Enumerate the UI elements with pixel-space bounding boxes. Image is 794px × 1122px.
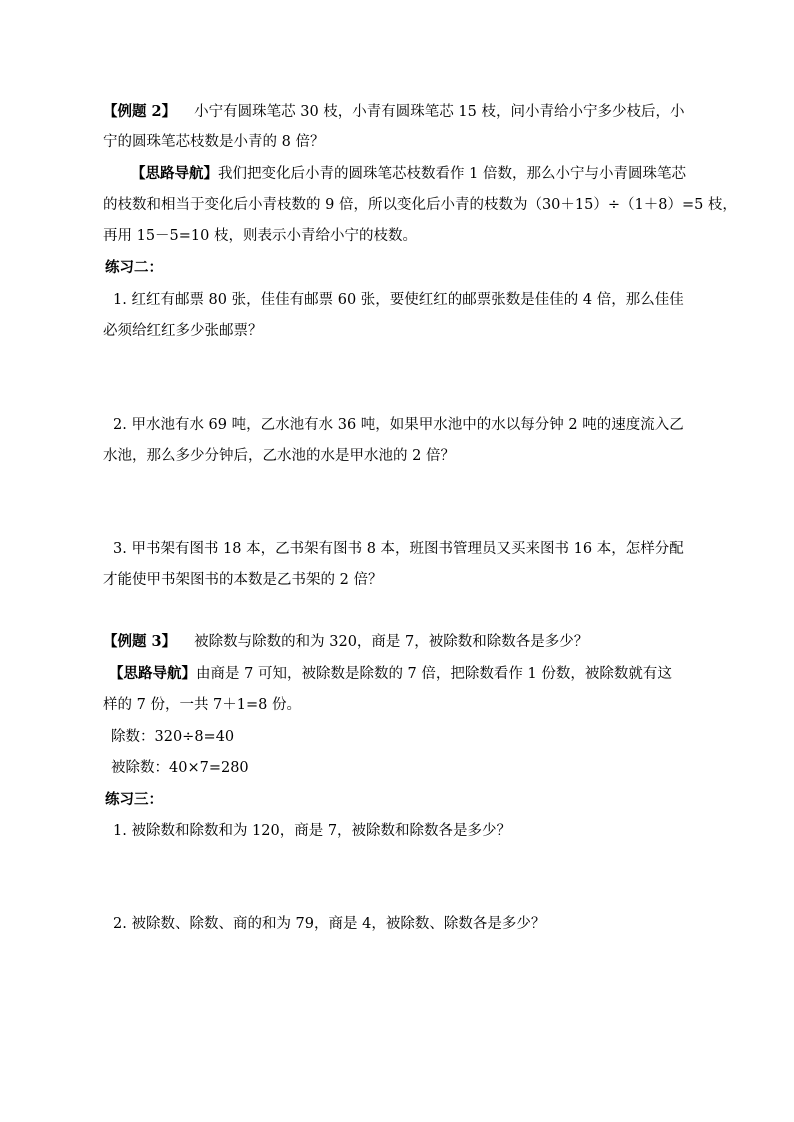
example3-hint-line2: 样的 7 份，一共 7＋1=8 份。: [103, 697, 301, 713]
practice3-title: 练习三：: [105, 791, 163, 808]
practice3-q1: 1. 被除数和除数和为 120，商是 7，被除数和除数各是多少？: [113, 823, 512, 839]
practice3-q2: 2. 被除数、除数、商的和为 79，商是 4，被除数、除数各是多少？: [113, 916, 546, 932]
example2-tag: 【例题 2】: [103, 103, 177, 120]
example2-question-line2: 宁的圆珠笔芯枝数是小青的 8 倍？: [103, 134, 325, 150]
practice2-q3-line2: 才能使甲书架图书的本数是乙书架的 2 倍？: [103, 572, 383, 588]
example3-hint-text1: 由商是 7 可知，被除数是除数的 7 倍，把除数看作 1 份数，被除数就有这: [196, 666, 672, 682]
example2-question-text1: 小宁有圆珠笔芯 30 枝，小青有圆珠笔芯 15 枝，问小青给小宁多少枝后，小: [194, 104, 685, 120]
example2-hint-line1: [131, 164, 686, 184]
example2-hint-line2: 的枝数和相当于变化后小青枝数的 9 倍，所以变化后小青的枝数为（30＋15）÷（1＋8）=5 枝，: [103, 197, 737, 213]
practice2-q2-line2: 水池，那么多少分钟后，乙水池的水是甲水池的 2 倍？: [103, 448, 455, 464]
example3-hint-line1: [109, 664, 672, 684]
example3-calc1: 除数：320÷8=40: [111, 729, 235, 745]
example3-question-line: [103, 632, 588, 652]
example3-calc2: 被除数：40×7=280: [111, 760, 249, 776]
practice2-q1-line1: 1. 红红有邮票 80 张，佳佳有邮票 60 张，要使红红的邮票张数是佳佳的 4 倍，那么佳佳: [113, 292, 684, 308]
example2-question-line1: [103, 102, 684, 122]
example3-hint-tag: 【思路导航】: [109, 665, 196, 682]
example2-hint-tag: 【思路导航】: [131, 165, 218, 182]
example3-tag: 【例题 3】: [103, 633, 177, 650]
practice2-q3-line1: 3. 甲书架有图书 18 本，乙书架有图书 8 本，班图书管理员又买来图书 16 本，怎样分配: [113, 541, 684, 557]
practice2-q2-line1: 2. 甲水池有水 69 吨，乙水池有水 36 吨，如果甲水池中的水以每分钟 2 吨的速度流入乙: [113, 417, 684, 433]
example2-hint-line3: 再用 15－5=10 枝，则表示小青给小宁的枝数。: [103, 228, 417, 244]
practice2-q1-line2: 必须给红红多少张邮票？: [103, 323, 263, 339]
example3-question-text: 被除数与除数的和为 320，商是 7，被除数和除数各是多少？: [194, 634, 589, 650]
example2-hint-text1: 我们把变化后小青的圆珠笔芯枝数看作 1 倍数，那么小宁与小青圆珠笔芯: [218, 166, 686, 182]
practice2-title: 练习二：: [105, 259, 163, 276]
